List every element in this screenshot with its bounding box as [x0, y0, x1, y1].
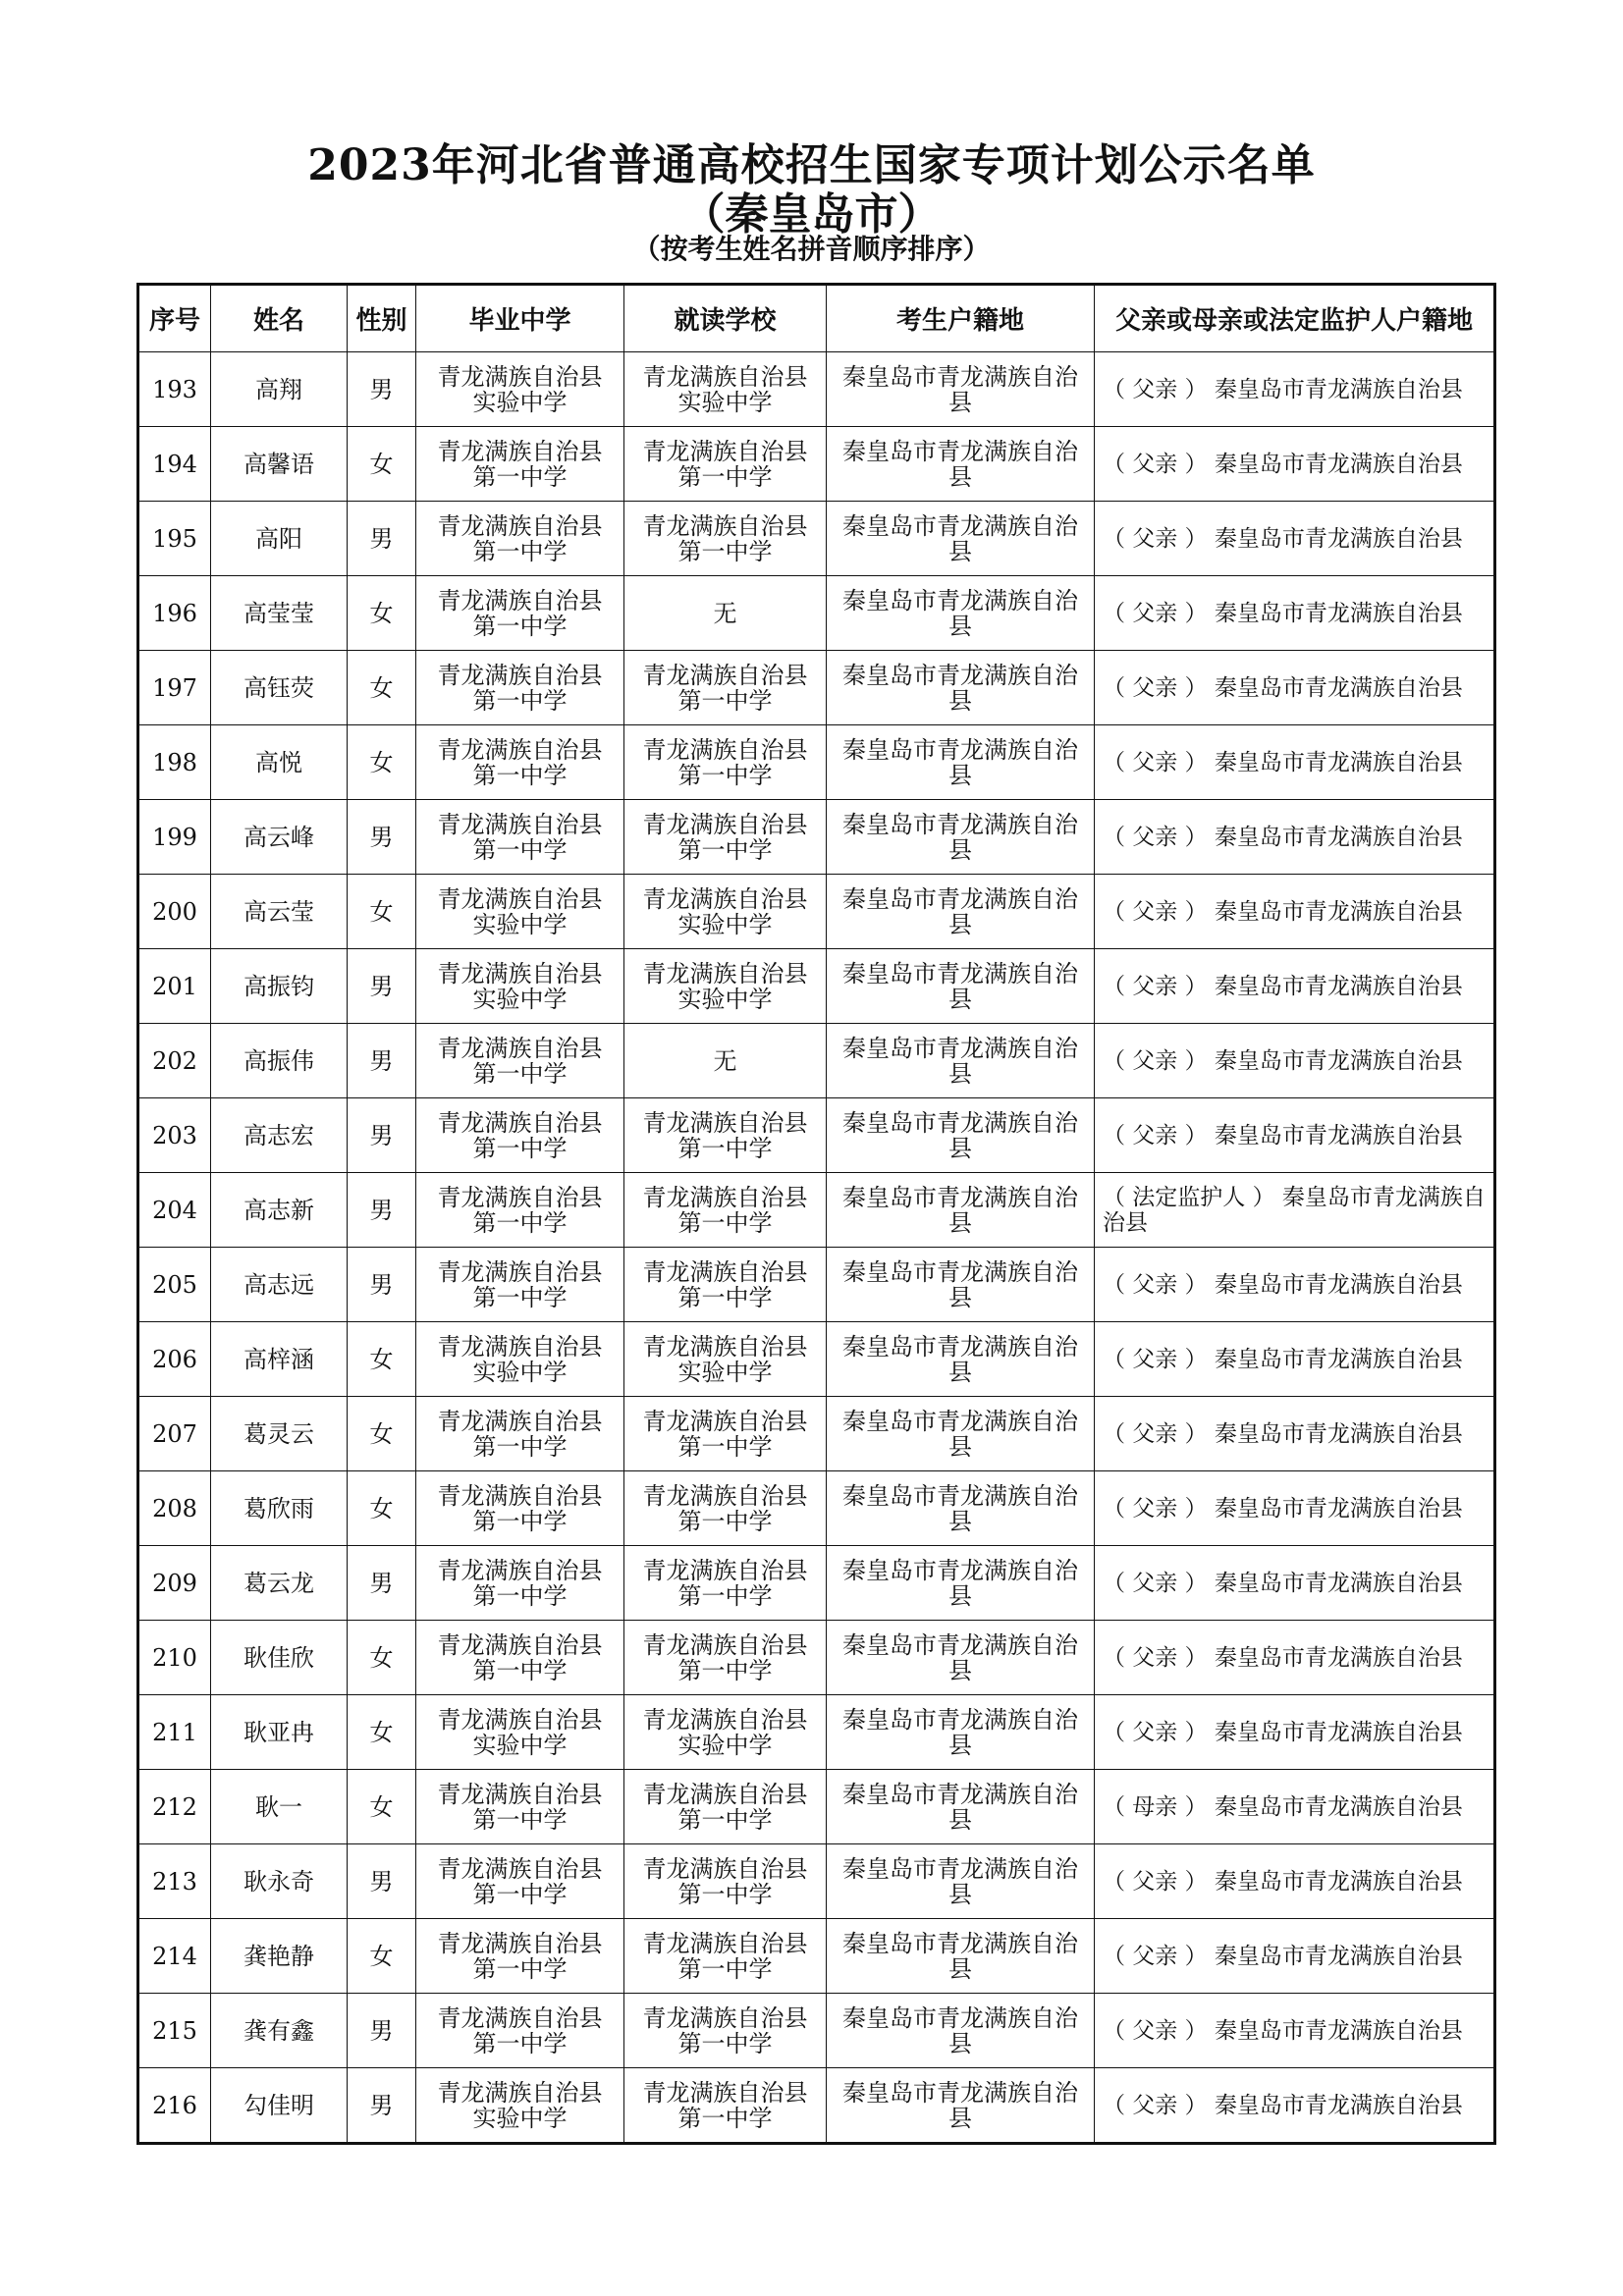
table-row	[138, 1546, 1495, 1621]
cell-hukou-text: 秦皇岛市青龙满族自治县	[842, 959, 1078, 1013]
cell-name: 高志宏	[211, 1098, 348, 1173]
cell-name: 耿佳欣	[211, 1621, 348, 1695]
cell-parent-hukou: （ 父亲 ） 秦皇岛市青龙满族自治县	[1095, 1994, 1495, 2068]
cell-no: 215	[138, 1994, 211, 2068]
cell-current-school	[624, 800, 827, 875]
cell-gender: 女	[348, 427, 416, 502]
header-hukou: 考生户籍地	[827, 285, 1095, 352]
header-grad-school: 毕业中学	[416, 285, 624, 352]
cell-current-school-text: 青龙满族自治县实验中学	[642, 884, 808, 938]
cell-gender: 男	[348, 1546, 416, 1621]
table-row	[138, 800, 1495, 875]
cell-hukou	[827, 352, 1095, 427]
cell-grad-school	[416, 2068, 624, 2144]
cell-hukou	[827, 502, 1095, 576]
cell-grad-school	[416, 1546, 624, 1621]
cell-current-school-text: 青龙满族自治县第一中学	[642, 1780, 808, 1834]
cell-current-school	[624, 1248, 827, 1322]
cell-parent-hukou: （ 父亲 ） 秦皇岛市青龙满族自治县	[1095, 1024, 1495, 1098]
cell-current-school-text: 青龙满族自治县第一中学	[642, 1407, 808, 1461]
cell-current-school	[624, 1994, 827, 2068]
cell-parent-hukou: （ 父亲 ） 秦皇岛市青龙满族自治县	[1095, 1471, 1495, 1546]
cell-no: 204	[138, 1173, 211, 1248]
cell-grad-school	[416, 1024, 624, 1098]
table-row	[138, 1919, 1495, 1994]
cell-grad-school	[416, 1770, 624, 1844]
cell-grad-school	[416, 1994, 624, 2068]
table-row	[138, 1770, 1495, 1844]
cell-current-school	[624, 1919, 827, 1994]
document-subtitle: （秦皇岛市）	[681, 189, 942, 240]
cell-gender: 男	[348, 1024, 416, 1098]
cell-gender: 男	[348, 800, 416, 875]
cell-grad-school	[416, 1621, 624, 1695]
cell-grad-school-text: 青龙满族自治县第一中学	[437, 1407, 603, 1461]
cell-grad-school-text: 青龙满族自治县第一中学	[437, 511, 603, 565]
cell-no: 210	[138, 1621, 211, 1695]
cell-name: 高阳	[211, 502, 348, 576]
cell-current-school	[624, 576, 827, 651]
cell-current-school	[624, 352, 827, 427]
cell-grad-school	[416, 949, 624, 1024]
cell-grad-school-text: 青龙满族自治县第一中学	[437, 586, 603, 640]
cell-grad-school-text: 青龙满族自治县第一中学	[437, 2003, 603, 2057]
cell-current-school	[624, 651, 827, 725]
table-row	[138, 2068, 1495, 2144]
cell-gender: 女	[348, 875, 416, 949]
cell-hukou-text: 秦皇岛市青龙满族自治县	[842, 1929, 1078, 1983]
cell-grad-school-text: 青龙满族自治县第一中学	[437, 1108, 603, 1162]
table-row	[138, 576, 1495, 651]
roster-table	[136, 283, 1496, 2145]
cell-gender: 女	[348, 1770, 416, 1844]
cell-grad-school-text: 青龙满族自治县实验中学	[437, 884, 603, 938]
cell-current-school-text: 青龙满族自治县第一中学	[642, 1108, 808, 1162]
table-row	[138, 725, 1495, 800]
cell-hukou	[827, 1322, 1095, 1397]
cell-current-school	[624, 1621, 827, 1695]
cell-current-school-text: 青龙满族自治县第一中学	[642, 661, 808, 715]
cell-grad-school	[416, 1844, 624, 1919]
cell-current-school	[624, 1770, 827, 1844]
cell-grad-school-text: 青龙满族自治县第一中学	[437, 661, 603, 715]
cell-no: 212	[138, 1770, 211, 1844]
cell-parent-hukou: （ 父亲 ） 秦皇岛市青龙满族自治县	[1095, 725, 1495, 800]
cell-hukou-text: 秦皇岛市青龙满族自治县	[842, 511, 1078, 565]
cell-gender: 男	[348, 1994, 416, 2068]
cell-name: 高志新	[211, 1173, 348, 1248]
cell-no: 194	[138, 427, 211, 502]
table-row	[138, 1024, 1495, 1098]
cell-hukou-text: 秦皇岛市青龙满族自治县	[842, 661, 1078, 715]
cell-grad-school-text: 青龙满族自治县第一中学	[437, 1556, 603, 1610]
cell-grad-school-text: 青龙满族自治县实验中学	[437, 362, 603, 416]
cell-hukou-text: 秦皇岛市青龙满族自治县	[842, 1183, 1078, 1237]
cell-hukou	[827, 1695, 1095, 1770]
sort-note: （按考生姓名拼音顺序排序）	[632, 233, 991, 265]
cell-grad-school	[416, 1248, 624, 1322]
cell-hukou	[827, 651, 1095, 725]
cell-hukou	[827, 1844, 1095, 1919]
cell-no: 197	[138, 651, 211, 725]
cell-name: 龚有鑫	[211, 1994, 348, 2068]
cell-current-school	[624, 427, 827, 502]
cell-current-school	[624, 1322, 827, 1397]
cell-grad-school	[416, 1397, 624, 1471]
cell-name: 高振钧	[211, 949, 348, 1024]
cell-grad-school-text: 青龙满族自治县第一中学	[437, 735, 603, 789]
cell-grad-school	[416, 352, 624, 427]
cell-name: 勾佳明	[211, 2068, 348, 2144]
cell-current-school-text: 青龙满族自治县第一中学	[642, 437, 808, 491]
cell-hukou	[827, 576, 1095, 651]
cell-hukou	[827, 1024, 1095, 1098]
cell-current-school	[624, 1844, 827, 1919]
table-row	[138, 1397, 1495, 1471]
cell-grad-school-text: 青龙满族自治县第一中学	[437, 1481, 603, 1535]
cell-gender: 男	[348, 1098, 416, 1173]
cell-no: 209	[138, 1546, 211, 1621]
cell-parent-hukou: （ 父亲 ） 秦皇岛市青龙满族自治县	[1095, 1695, 1495, 1770]
cell-hukou	[827, 949, 1095, 1024]
cell-current-school	[624, 1397, 827, 1471]
cell-grad-school-text: 青龙满族自治县第一中学	[437, 1034, 603, 1088]
cell-grad-school-text: 青龙满族自治县实验中学	[437, 2078, 603, 2132]
cell-hukou-text: 秦皇岛市青龙满族自治县	[842, 437, 1078, 491]
table-row	[138, 1994, 1495, 2068]
cell-grad-school	[416, 502, 624, 576]
table-row	[138, 352, 1495, 427]
cell-no: 206	[138, 1322, 211, 1397]
cell-current-school-text: 青龙满族自治县第一中学	[642, 1929, 808, 1983]
cell-current-school-text: 青龙满族自治县第一中学	[642, 1854, 808, 1908]
cell-hukou	[827, 1546, 1095, 1621]
cell-parent-hukou: （ 父亲 ） 秦皇岛市青龙满族自治县	[1095, 1248, 1495, 1322]
cell-hukou	[827, 427, 1095, 502]
cell-hukou	[827, 1919, 1095, 1994]
cell-grad-school-text: 青龙满族自治县实验中学	[437, 959, 603, 1013]
cell-parent-hukou: （ 父亲 ） 秦皇岛市青龙满族自治县	[1095, 576, 1495, 651]
cell-grad-school-text: 青龙满族自治县第一中学	[437, 1929, 603, 1983]
cell-hukou-text: 秦皇岛市青龙满族自治县	[842, 1034, 1078, 1088]
cell-gender: 女	[348, 651, 416, 725]
cell-gender: 男	[348, 1173, 416, 1248]
cell-no: 202	[138, 1024, 211, 1098]
cell-grad-school	[416, 1322, 624, 1397]
cell-hukou	[827, 1770, 1095, 1844]
cell-current-school-text: 青龙满族自治县第一中学	[642, 1183, 808, 1237]
cell-hukou	[827, 1248, 1095, 1322]
cell-no: 213	[138, 1844, 211, 1919]
cell-hukou-text: 秦皇岛市青龙满族自治县	[842, 2003, 1078, 2057]
cell-grad-school	[416, 1471, 624, 1546]
cell-no: 198	[138, 725, 211, 800]
cell-grad-school	[416, 1695, 624, 1770]
cell-name: 葛灵云	[211, 1397, 348, 1471]
cell-name: 龚艳静	[211, 1919, 348, 1994]
cell-grad-school-text: 青龙满族自治县第一中学	[437, 1780, 603, 1834]
cell-name: 高馨语	[211, 427, 348, 502]
cell-current-school	[624, 1173, 827, 1248]
table-row	[138, 427, 1495, 502]
cell-current-school	[624, 1695, 827, 1770]
cell-current-school-text: 无	[713, 599, 737, 627]
cell-parent-hukou: （ 父亲 ） 秦皇岛市青龙满族自治县	[1095, 800, 1495, 875]
table-row	[138, 1248, 1495, 1322]
cell-current-school-text: 青龙满族自治县第一中学	[642, 810, 808, 864]
cell-grad-school	[416, 800, 624, 875]
cell-hukou-text: 秦皇岛市青龙满族自治县	[842, 1481, 1078, 1535]
cell-current-school	[624, 949, 827, 1024]
cell-hukou-text: 秦皇岛市青龙满族自治县	[842, 586, 1078, 640]
cell-no: 199	[138, 800, 211, 875]
cell-grad-school	[416, 875, 624, 949]
cell-name: 高梓涵	[211, 1322, 348, 1397]
cell-parent-hukou: （ 父亲 ） 秦皇岛市青龙满族自治县	[1095, 1621, 1495, 1695]
header-parent-hukou: 父亲或母亲或法定监护人户籍地	[1095, 285, 1495, 352]
cell-grad-school-text: 青龙满族自治县实验中学	[437, 1705, 603, 1759]
cell-hukou	[827, 725, 1095, 800]
table-body	[138, 352, 1495, 2144]
cell-current-school-text: 无	[713, 1046, 737, 1075]
table-row	[138, 949, 1495, 1024]
cell-no: 203	[138, 1098, 211, 1173]
cell-current-school-text: 青龙满族自治县实验中学	[642, 1332, 808, 1386]
cell-gender: 男	[348, 502, 416, 576]
cell-parent-hukou: （ 母亲 ） 秦皇岛市青龙满族自治县	[1095, 1770, 1495, 1844]
cell-current-school	[624, 502, 827, 576]
cell-name: 高莹莹	[211, 576, 348, 651]
cell-grad-school-text: 青龙满族自治县第一中学	[437, 1854, 603, 1908]
cell-parent-hukou: （ 父亲 ） 秦皇岛市青龙满族自治县	[1095, 651, 1495, 725]
cell-name: 高云莹	[211, 875, 348, 949]
cell-gender: 女	[348, 1621, 416, 1695]
cell-no: 208	[138, 1471, 211, 1546]
cell-current-school	[624, 2068, 827, 2144]
cell-no: 200	[138, 875, 211, 949]
cell-grad-school	[416, 576, 624, 651]
cell-gender: 男	[348, 2068, 416, 2144]
cell-name: 高翔	[211, 352, 348, 427]
cell-no: 211	[138, 1695, 211, 1770]
cell-current-school	[624, 725, 827, 800]
cell-no: 207	[138, 1397, 211, 1471]
cell-no: 195	[138, 502, 211, 576]
cell-hukou	[827, 1098, 1095, 1173]
cell-gender: 男	[348, 1248, 416, 1322]
cell-current-school-text: 青龙满族自治县第一中学	[642, 735, 808, 789]
header-name: 姓名	[211, 285, 348, 352]
cell-no: 201	[138, 949, 211, 1024]
cell-no: 196	[138, 576, 211, 651]
table-row	[138, 875, 1495, 949]
cell-hukou-text: 秦皇岛市青龙满族自治县	[842, 810, 1078, 864]
cell-grad-school-text: 青龙满族自治县第一中学	[437, 810, 603, 864]
cell-hukou-text: 秦皇岛市青龙满族自治县	[842, 1407, 1078, 1461]
cell-hukou-text: 秦皇岛市青龙满族自治县	[842, 362, 1078, 416]
cell-grad-school	[416, 651, 624, 725]
cell-hukou-text: 秦皇岛市青龙满族自治县	[842, 884, 1078, 938]
cell-parent-hukou: （ 父亲 ） 秦皇岛市青龙满族自治县	[1095, 875, 1495, 949]
cell-grad-school	[416, 1173, 624, 1248]
cell-gender: 男	[348, 1844, 416, 1919]
document-title: 2023年河北省普通高校招生国家专项计划公示名单	[307, 140, 1316, 190]
cell-name: 耿一	[211, 1770, 348, 1844]
cell-no: 214	[138, 1919, 211, 1994]
cell-name: 高钰荧	[211, 651, 348, 725]
cell-name: 高振伟	[211, 1024, 348, 1098]
cell-hukou	[827, 800, 1095, 875]
cell-parent-hukou: （ 父亲 ） 秦皇岛市青龙满族自治县	[1095, 1546, 1495, 1621]
cell-hukou-text: 秦皇岛市青龙满族自治县	[842, 1780, 1078, 1834]
cell-parent-hukou: （ 父亲 ） 秦皇岛市青龙满族自治县	[1095, 949, 1495, 1024]
cell-hukou	[827, 1471, 1095, 1546]
cell-gender: 女	[348, 1397, 416, 1471]
cell-name: 高悦	[211, 725, 348, 800]
cell-parent-hukou: （ 父亲 ） 秦皇岛市青龙满族自治县	[1095, 1322, 1495, 1397]
cell-current-school-text: 青龙满族自治县第一中学	[642, 1257, 808, 1311]
cell-parent-hukou: （ 父亲 ） 秦皇岛市青龙满族自治县	[1095, 1919, 1495, 1994]
cell-hukou-text: 秦皇岛市青龙满族自治县	[842, 1705, 1078, 1759]
cell-grad-school-text: 青龙满族自治县第一中学	[437, 1257, 603, 1311]
cell-grad-school	[416, 725, 624, 800]
cell-parent-hukou: （ 父亲 ） 秦皇岛市青龙满族自治县	[1095, 1098, 1495, 1173]
header-current-school: 就读学校	[624, 285, 827, 352]
cell-gender: 男	[348, 352, 416, 427]
cell-current-school	[624, 875, 827, 949]
cell-name: 高志远	[211, 1248, 348, 1322]
cell-hukou	[827, 1994, 1095, 2068]
cell-gender: 女	[348, 1471, 416, 1546]
cell-current-school-text: 青龙满族自治县实验中学	[642, 959, 808, 1013]
cell-grad-school	[416, 427, 624, 502]
cell-current-school-text: 青龙满族自治县实验中学	[642, 362, 808, 416]
table-row	[138, 1098, 1495, 1173]
table-row	[138, 1844, 1495, 1919]
table-row	[138, 502, 1495, 576]
cell-hukou-text: 秦皇岛市青龙满族自治县	[842, 1854, 1078, 1908]
cell-grad-school-text: 青龙满族自治县第一中学	[437, 1630, 603, 1684]
table-row	[138, 1621, 1495, 1695]
cell-grad-school-text: 青龙满族自治县第一中学	[437, 437, 603, 491]
cell-current-school	[624, 1546, 827, 1621]
cell-no: 193	[138, 352, 211, 427]
cell-hukou	[827, 1173, 1095, 1248]
cell-parent-hukou: （ 父亲 ） 秦皇岛市青龙满族自治县	[1095, 2068, 1495, 2144]
cell-hukou-text: 秦皇岛市青龙满族自治县	[842, 1630, 1078, 1684]
cell-parent-hukou: （ 父亲 ） 秦皇岛市青龙满族自治县	[1095, 427, 1495, 502]
cell-name: 耿永奇	[211, 1844, 348, 1919]
cell-hukou	[827, 2068, 1095, 2144]
cell-no: 205	[138, 1248, 211, 1322]
cell-grad-school	[416, 1919, 624, 1994]
header-gender: 性别	[348, 285, 416, 352]
cell-gender: 女	[348, 725, 416, 800]
cell-hukou	[827, 875, 1095, 949]
cell-current-school-text: 青龙满族自治县第一中学	[642, 2003, 808, 2057]
cell-gender: 女	[348, 1322, 416, 1397]
cell-name: 葛欣雨	[211, 1471, 348, 1546]
cell-current-school	[624, 1098, 827, 1173]
cell-current-school-text: 青龙满族自治县第一中学	[642, 511, 808, 565]
table-row	[138, 1322, 1495, 1397]
cell-parent-hukou: （ 父亲 ） 秦皇岛市青龙满族自治县	[1095, 1397, 1495, 1471]
cell-name: 耿亚冉	[211, 1695, 348, 1770]
cell-no: 216	[138, 2068, 211, 2144]
cell-hukou-text: 秦皇岛市青龙满族自治县	[842, 1257, 1078, 1311]
table-row	[138, 1173, 1495, 1248]
cell-current-school-text: 青龙满族自治县第一中学	[642, 1481, 808, 1535]
cell-grad-school-text: 青龙满族自治县实验中学	[437, 1332, 603, 1386]
cell-gender: 女	[348, 576, 416, 651]
table-header-row	[138, 285, 1495, 352]
cell-parent-hukou: （ 父亲 ） 秦皇岛市青龙满族自治县	[1095, 1844, 1495, 1919]
cell-parent-hukou: （ 父亲 ） 秦皇岛市青龙满族自治县	[1095, 502, 1495, 576]
cell-gender: 女	[348, 1919, 416, 1994]
cell-current-school	[624, 1024, 827, 1098]
cell-hukou-text: 秦皇岛市青龙满族自治县	[842, 1556, 1078, 1610]
cell-hukou-text: 秦皇岛市青龙满族自治县	[842, 2078, 1078, 2132]
cell-hukou-text: 秦皇岛市青龙满族自治县	[842, 1108, 1078, 1162]
table-row	[138, 651, 1495, 725]
header-no: 序号	[138, 285, 211, 352]
cell-current-school-text: 青龙满族自治县实验中学	[642, 1705, 808, 1759]
cell-hukou	[827, 1397, 1095, 1471]
cell-name: 葛云龙	[211, 1546, 348, 1621]
cell-current-school-text: 青龙满族自治县第一中学	[642, 1630, 808, 1684]
cell-grad-school-text: 青龙满族自治县第一中学	[437, 1183, 603, 1237]
cell-name: 高云峰	[211, 800, 348, 875]
cell-hukou	[827, 1621, 1095, 1695]
cell-hukou-text: 秦皇岛市青龙满族自治县	[842, 1332, 1078, 1386]
cell-current-school	[624, 1471, 827, 1546]
cell-gender: 女	[348, 1695, 416, 1770]
cell-gender: 男	[348, 949, 416, 1024]
cell-parent-hukou: （ 法定监护人 ） 秦皇岛市青龙满族自治县	[1095, 1173, 1495, 1248]
table-row	[138, 1471, 1495, 1546]
table-row	[138, 1695, 1495, 1770]
cell-parent-hukou: （ 父亲 ） 秦皇岛市青龙满族自治县	[1095, 352, 1495, 427]
cell-grad-school	[416, 1098, 624, 1173]
cell-hukou-text: 秦皇岛市青龙满族自治县	[842, 735, 1078, 789]
cell-current-school-text: 青龙满族自治县第一中学	[642, 1556, 808, 1610]
cell-current-school-text: 青龙满族自治县第一中学	[642, 2078, 808, 2132]
